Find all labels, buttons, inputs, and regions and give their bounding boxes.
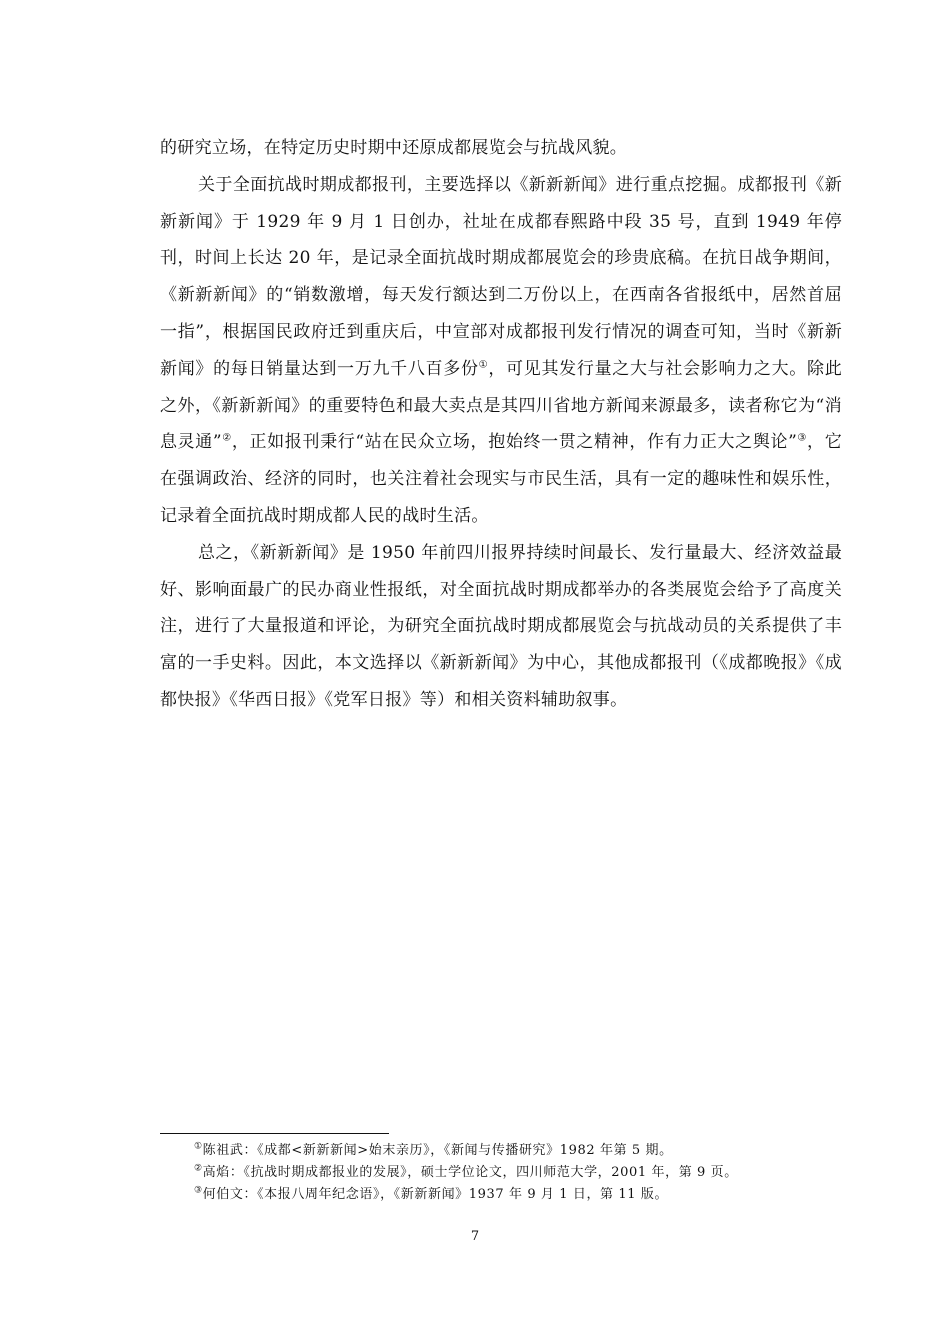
footnote-text: 何伯文：《本报八周年纪念语》，《新新新闻》1937 年 9 月 1 日，第 11 版。 — [202, 1187, 669, 1202]
footnote-1 — [160, 1140, 842, 1162]
paragraph-text: 关于全面抗战时期成都报刊，主要选择以《新新新闻》进行重点挖掘。成都报刊《新新新闻》于 1929 年 9 月 1 日创办，社址在成都春熙路中段 35 号，直到 1949 年停刊，时间上长达 20 年，是记录全面抗战时期成都展览会的珍贵底稿。在抗日战争期间，《新新新闻》的“销数激增，每天发行额达到二万份以上，在西南各省报纸中，居然首屈一指”，根据国民政府迁到重庆后，中宣部对成都报刊发行情况的调查可知，当时《新新新闻》的每日销量达到一万九千八百多份 — [160, 174, 842, 379]
footnote-text: 高焰：《抗战时期成都报业的发展》，硕士学位论文，四川师范大学，2001 年，第 9 页。 — [202, 1165, 738, 1180]
footnote-separator — [160, 1133, 389, 1134]
footnote-reference-2[interactable]: ② — [221, 432, 232, 444]
footnote-reference-3[interactable]: ③ — [797, 432, 808, 444]
paragraph-text: 的研究立场，在特定历史时期中还原成都展览会与抗战风貌。 — [160, 138, 628, 158]
footnote-2 — [160, 1162, 842, 1184]
footnotes — [160, 1140, 842, 1206]
footnote-mark: ② — [194, 1163, 203, 1174]
paragraph-text: ，它在强调政治、经济的同时，也关注着社会现实与市民生活，具有一定的趣味性和娱乐性，记录着全面抗战时期成都人民的战时生活。 — [160, 432, 842, 526]
page-number: 7 — [470, 1229, 480, 1244]
paragraph-1 — [160, 130, 842, 167]
footnote-mark: ① — [194, 1141, 203, 1152]
paragraph-3 — [160, 535, 842, 719]
paragraph-2 — [160, 167, 842, 535]
paragraph-text: 总之，《新新新闻》是 1950 年前四川报界持续时间最长、发行量最大、经济效益最好、影响面最广的民办商业性报纸，对全面抗战时期成都举办的各类展览会给予了高度关注，进行了大量报道和评论，为研究全面抗战时期成都展览会与抗战动员的关系提供了丰富的一手史料。因此，本文选择以《新新新闻》为中心，其他成都报刊（《成都晚报》《成都快报》《华西日报》《党军日报》等）和相关资料辅助叙事。 — [160, 542, 842, 710]
body-text — [160, 130, 842, 719]
footnote-reference-1[interactable]: ① — [478, 359, 489, 371]
footnote-3 — [160, 1184, 842, 1206]
paragraph-text: ，正如报刊秉行“站在民众立场，抱始终一贯之精神，作有力正大之舆论” — [231, 432, 798, 453]
footnote-mark: ③ — [194, 1185, 203, 1196]
paragraph-text: ，可见其发行量之大与社会影响力之大。除此之外，《新新新闻》的重要特色和最大卖点是其四川省地方新闻来源最多，读者称它为“消息灵通” — [160, 358, 843, 453]
footnote-text: 陈祖武：《成都<新新新闻>始末亲历》，《新闻与传播研究》1982 年第 5 期。 — [202, 1143, 673, 1158]
